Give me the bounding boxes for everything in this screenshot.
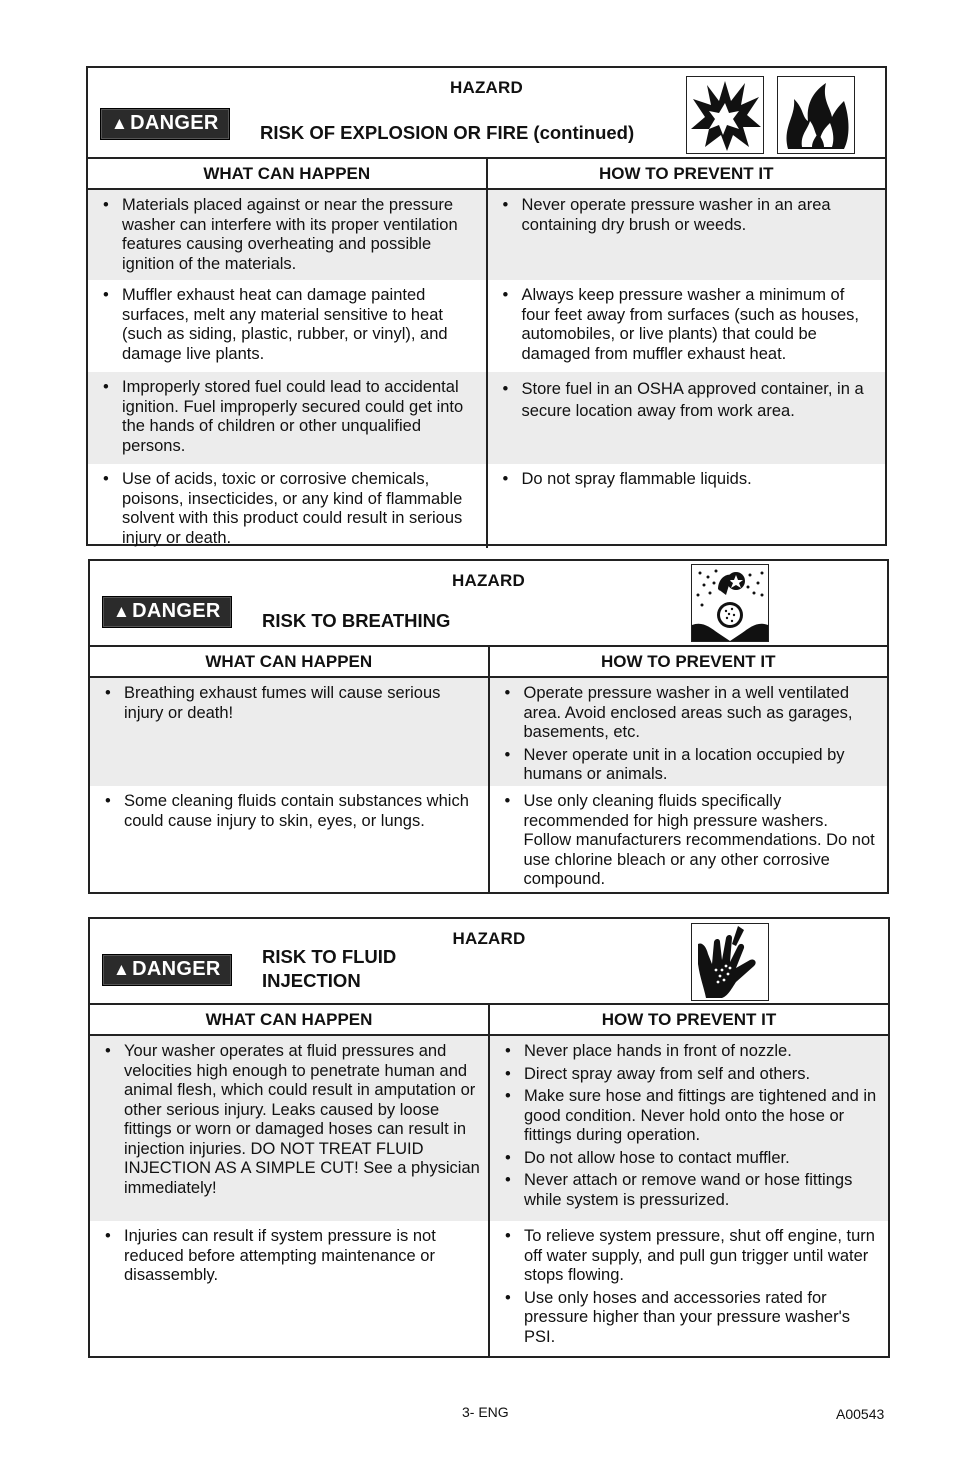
what-cell <box>90 1221 490 1356</box>
danger-text: DANGER <box>132 958 221 980</box>
fluid-injection-icon <box>691 923 769 1001</box>
explosion-icon <box>686 76 764 154</box>
list-item: • Never operate unit in a location occupied by humans or animals. <box>500 746 880 785</box>
how-cell <box>488 280 886 372</box>
danger-text: DANGER <box>130 112 219 134</box>
list-item: • Store fuel in an OSHA approved container, in a secure location away from work area. <box>498 378 878 422</box>
how-cell <box>488 372 886 464</box>
list-item: • Do not allow hose to contact muffler. <box>500 1149 880 1169</box>
how-cell <box>490 1036 888 1221</box>
list-item: • Operate pressure washer in a well ventilated area. Avoid enclosed areas such as garages, basements, etc. <box>500 684 880 743</box>
risk-title-line: RISK OF EXPLOSION OR FIRE (continued) <box>260 122 635 143</box>
what-cell <box>88 190 488 280</box>
list-item: • Muffler exhaust heat can damage painted surfaces, melt any material sensitive to heat (such as siding, plastic, rubber, or vinyl), and damage live plants. <box>98 286 478 364</box>
fire-icon <box>777 76 855 154</box>
how-cell <box>490 678 888 786</box>
table-row <box>88 372 885 464</box>
what-cell <box>88 372 488 464</box>
danger-badge <box>100 108 230 140</box>
how-to-prevent-header: HOW TO PREVENT IT <box>601 1010 777 1029</box>
list-item: • Never place hands in front of nozzle. <box>500 1042 880 1062</box>
hazard-header <box>90 561 887 647</box>
list-item: • Use of acids, toxic or corrosive chemicals, poisons, insecticides, or any kind of flammable solvent with this product could result in serious injury or death. <box>98 470 478 548</box>
what-can-happen-header: WHAT CAN HAPPEN <box>88 159 488 188</box>
toxic-fumes-icon <box>691 564 769 642</box>
hazard-box-fluid-injection <box>88 917 890 1358</box>
hazard-box-breathing <box>88 559 889 894</box>
table-row <box>90 1221 888 1356</box>
what-cell <box>90 678 490 786</box>
how-to-prevent-header: HOW TO PREVENT IT <box>599 164 774 183</box>
list-item: • Breathing exhaust fumes will cause serious injury or death! <box>100 684 480 723</box>
risk-title-line: INJECTION <box>262 970 361 991</box>
page-number: 3- ENG <box>462 1404 509 1420</box>
what-cell <box>90 1036 490 1221</box>
danger-badge <box>102 596 232 628</box>
table-row <box>90 678 887 786</box>
hazard-label: HAZARD <box>450 78 523 97</box>
warning-triangle-icon: ▲ <box>113 602 131 621</box>
hazard-header <box>90 919 888 1005</box>
column-headers <box>88 159 885 190</box>
what-cell <box>88 464 488 548</box>
list-item: • Some cleaning fluids contain substances which could cause injury to skin, eyes, or lungs. <box>100 792 480 831</box>
hazard-header <box>88 68 885 159</box>
list-item: • Use only hoses and accessories rated for pressure higher than your pressure washer's PSI. <box>500 1289 880 1348</box>
how-cell <box>490 786 888 893</box>
how-cell <box>488 464 886 548</box>
document-code: A00543 <box>836 1406 885 1422</box>
warning-triangle-icon: ▲ <box>113 960 131 979</box>
how-to-prevent-header: HOW TO PREVENT IT <box>601 652 776 671</box>
column-headers <box>90 1005 888 1036</box>
list-item: • Do not spray flammable liquids. <box>498 470 878 490</box>
list-item: • To relieve system pressure, shut off engine, turn off water supply, and pull gun trigger until water stops flowing. <box>500 1227 880 1286</box>
list-item: • Never attach or remove wand or hose fittings while system is pressurized. <box>500 1171 880 1210</box>
list-item: • Never operate pressure washer in an area containing dry brush or weeds. <box>498 196 878 235</box>
hazard-label: HAZARD <box>452 571 525 590</box>
list-item: • Your washer operates at fluid pressures and velocities high enough to penetrate human and animal flesh, which could result in amputation or other serious injury. Leaks caused by loose fittings or worn or damaged hoses can result in injection injuries. DO NOT TREAT FLUID INJECTION AS A SIMPLE CUT! See a physician immediately! <box>100 1042 480 1198</box>
hazard-box-explosion-fire <box>86 66 887 546</box>
how-cell <box>490 1221 888 1356</box>
column-headers <box>90 647 887 678</box>
what-can-happen-header: WHAT CAN HAPPEN <box>90 647 490 676</box>
table-row <box>88 464 885 548</box>
list-item: • Injuries can result if system pressure is not reduced before attempting maintenance or disassembly. <box>100 1227 480 1286</box>
list-item: • Make sure hose and fittings are tightened and in good condition. Never hold onto the hose or fittings during operation. <box>500 1087 880 1146</box>
table-row <box>88 190 885 280</box>
risk-title <box>260 121 634 145</box>
what-cell <box>88 280 488 372</box>
risk-title-line: RISK TO BREATHING <box>262 610 451 631</box>
table-row <box>88 280 885 372</box>
risk-title-line: RISK TO FLUID <box>262 946 397 967</box>
list-item: • Materials placed against or near the pressure washer can interfere with its proper ventilation features causing overheating and possible ignition of the materials. <box>98 196 478 274</box>
table-row <box>90 786 887 893</box>
danger-badge <box>102 954 232 986</box>
table-row <box>90 1036 888 1221</box>
list-item: • Always keep pressure washer a minimum of four feet away from surfaces (such as houses, automobiles, or live plants) that could be damaged from muffler exhaust heat. <box>498 286 878 364</box>
risk-title <box>262 609 450 633</box>
list-item: • Direct spray away from self and others. <box>500 1065 880 1085</box>
what-cell <box>90 786 490 893</box>
risk-title <box>262 945 396 993</box>
danger-text: DANGER <box>132 600 221 622</box>
list-item: • Use only cleaning fluids specifically recommended for high pressure washers. Follow manufacturers recommendations. Do not use chlorine bleach or any other corrosive compound. <box>500 792 880 890</box>
how-cell <box>488 190 886 280</box>
hazard-label: HAZARD <box>452 929 526 948</box>
what-can-happen-header: WHAT CAN HAPPEN <box>90 1005 490 1034</box>
warning-triangle-icon: ▲ <box>111 114 129 133</box>
list-item: • Improperly stored fuel could lead to accidental ignition. Fuel improperly secured could get into the hands of children or other unqualified persons. <box>98 378 478 456</box>
